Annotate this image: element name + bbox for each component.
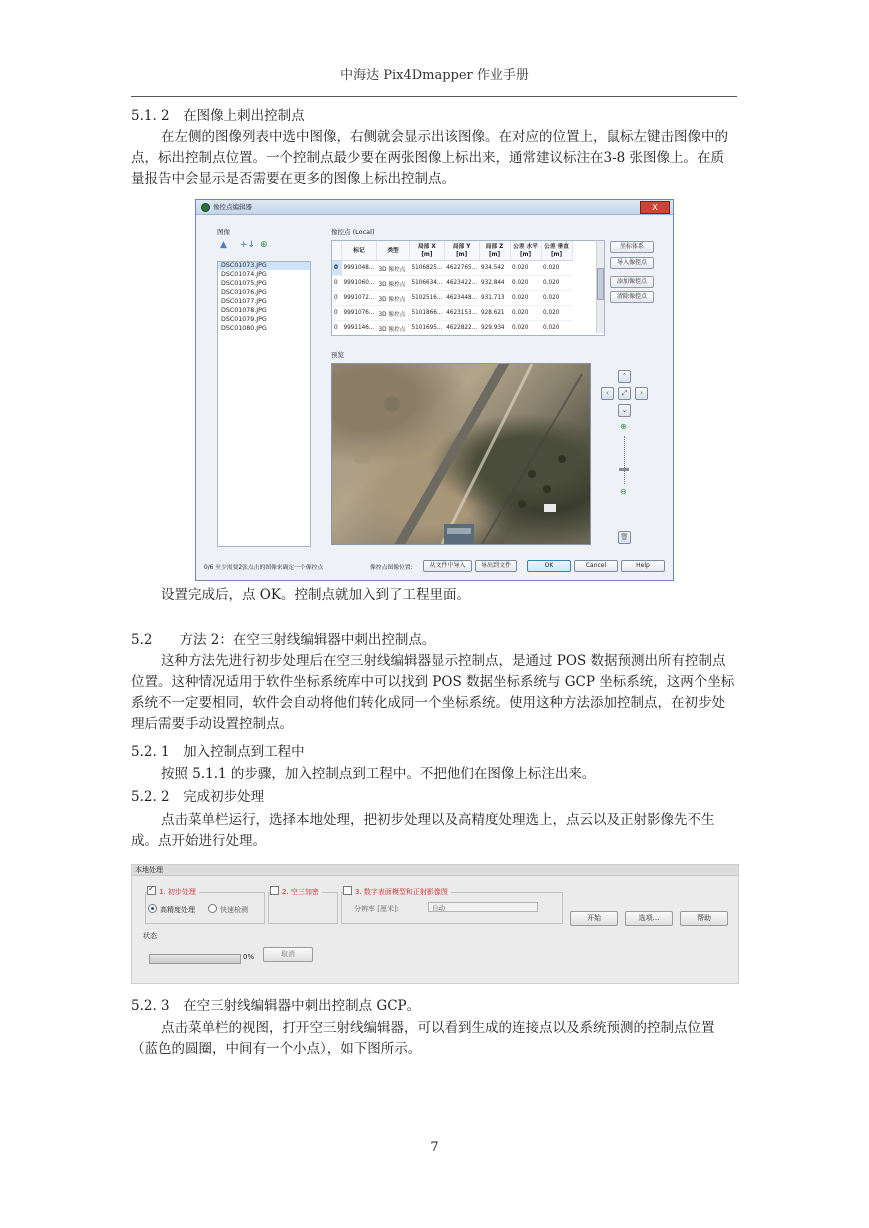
aerial-features: [332, 364, 590, 544]
fast-check-label: 快速检测: [220, 906, 248, 914]
table-cell: 0: [332, 321, 342, 336]
window-title: 像控点编辑器: [213, 203, 252, 211]
start-button[interactable]: 开始: [570, 911, 618, 926]
after-editor-paragraph: 设置完成后，点 OK。控制点就加入到了工程里面。: [161, 587, 470, 603]
table-cell: 4622822...: [444, 321, 479, 336]
fit-view-icon[interactable]: ⤢: [618, 387, 631, 400]
column-header: 公差 垂直[m]: [541, 241, 572, 261]
column-header: 局部 X [m]: [410, 241, 445, 261]
table-cell: 0.020: [541, 306, 572, 321]
table-row[interactable]: [332, 261, 572, 276]
section-heading-5-2-3: 5.2. 3 在空三射线编辑器中刺出控制点 GCP。: [131, 998, 421, 1014]
table-cell: 0.020: [510, 276, 541, 291]
table-cell: 9991060...: [342, 276, 377, 291]
image-list-item[interactable]: DSC01078.JPG: [221, 307, 267, 314]
table-cell: 0.020: [541, 291, 572, 306]
cancel-button[interactable]: Cancel: [574, 560, 618, 572]
image-list-item[interactable]: DSC01080.JPG: [221, 325, 267, 332]
table-row[interactable]: [332, 276, 572, 291]
high-precision-label: 高精度处理: [160, 906, 195, 914]
help-button[interactable]: Help: [621, 560, 665, 572]
table-cell: 5106825...: [410, 261, 445, 276]
gcp-image-position-label: 像控点图像位置:: [370, 565, 413, 571]
table-cell: 0.020: [510, 321, 541, 336]
table-cell: 9991146...: [342, 321, 377, 336]
section-heading-5-1-2: 5.1. 2 在图像上刺出控制点: [131, 108, 305, 124]
table-cell: 3D 像控点: [377, 306, 410, 321]
table-cell: 0.020: [541, 321, 572, 336]
image-list-item[interactable]: DSC01075.JPG: [221, 280, 267, 287]
table-cell: 932.844: [479, 276, 510, 291]
column-header: 类型: [377, 241, 410, 261]
fast-check-radio[interactable]: [208, 904, 248, 915]
zoom-in-icon[interactable]: ⊕: [620, 422, 627, 431]
images-label: 图像: [217, 228, 230, 236]
table-cell: 5106634...: [410, 276, 445, 291]
options-button[interactable]: 选项...: [625, 911, 673, 926]
column-header: [332, 241, 342, 261]
local-processing-panel: [131, 864, 739, 984]
table-cell: 4623422...: [444, 276, 479, 291]
zoom-image-icon[interactable]: ⊕: [260, 240, 268, 250]
gcp-editor-window: [195, 199, 674, 581]
image-list-item[interactable]: DSC01079.JPG: [221, 316, 267, 323]
add-gcp-button[interactable]: 添加像控点: [610, 276, 654, 288]
table-cell: 934.542: [479, 261, 510, 276]
radio-selected-icon: [148, 904, 157, 913]
close-button[interactable]: X: [640, 201, 670, 214]
table-cell: 0.020: [541, 261, 572, 276]
image-list-item[interactable]: DSC01073.JPG: [221, 262, 267, 269]
step3-label: 3. 数字表面模型和正射影像图: [355, 888, 448, 896]
table-cell: 5101695...: [410, 321, 445, 336]
gcp-table: [331, 240, 605, 336]
radio-unselected-icon: [208, 904, 217, 913]
resolution-label: 分辨率 [厘米]:: [354, 905, 400, 913]
pan-left-icon[interactable]: ‹: [601, 387, 614, 400]
step1-checkbox[interactable]: [147, 886, 199, 897]
coordinate-system-button[interactable]: 坐标体系: [610, 241, 654, 253]
pan-up-icon[interactable]: ⌃: [618, 370, 631, 383]
zoom-out-icon[interactable]: ⊖: [620, 487, 627, 496]
checkbox-unchecked-icon: [270, 886, 279, 895]
section-paragraph-5-2: 这种方法先进行初步处理后在空三射线编辑器显示控制点，是通过 POS 数据预测出所有控制点位置。这种情况适用于软件坐标系统库中可以找到 POS 数据坐标系统与 GCP 坐标系统，这两个坐标系统不一定要相同，软件会自动将他们转化成同一个坐标系统。使用这种方法添加控制点，在初步处理后需要手动设置控制点。: [131, 653, 735, 732]
pan-down-icon[interactable]: ⌄: [618, 404, 631, 417]
scrollbar-thumb[interactable]: [597, 268, 604, 300]
zoom-slider-handle[interactable]: [619, 468, 629, 471]
import-from-file-button[interactable]: 从文件中导入: [423, 560, 472, 572]
image-list-item[interactable]: DSC01074.JPG: [221, 271, 267, 278]
table-cell: 3D 像控点: [377, 276, 410, 291]
clear-gcp-button[interactable]: 清除像控点: [610, 291, 654, 303]
panel-title: 本地处理: [132, 865, 738, 876]
checkbox-unchecked-icon: [343, 886, 352, 895]
import-gcp-button[interactable]: 导入像控点: [610, 257, 654, 269]
step1-label: 1. 初步处理: [159, 888, 196, 896]
step2-checkbox[interactable]: [270, 886, 322, 897]
add-image-alt-icon[interactable]: +↓: [240, 240, 256, 250]
table-header-row: [332, 241, 572, 261]
pan-right-icon[interactable]: ›: [635, 387, 648, 400]
table-cell: 9991048...: [342, 261, 377, 276]
column-header: 局部 Z [m]: [479, 241, 510, 261]
table-cell: 5102516...: [410, 291, 445, 306]
preview-label: 预览: [331, 351, 344, 359]
table-cell: 0.020: [510, 306, 541, 321]
section-heading-5-2-2: 5.2. 2 完成初步处理: [131, 789, 265, 805]
progress-percent: 0%: [243, 953, 255, 961]
gcp-table-label: 像控点 (Local): [331, 228, 375, 236]
export-to-file-button[interactable]: 导出到文件: [475, 560, 517, 572]
table-cell: 0: [332, 306, 342, 321]
status-label: 状态: [143, 932, 157, 940]
window-titlebar: [196, 200, 673, 215]
page-header: 中海达 Pix4Dmapper 作业手册: [340, 68, 529, 83]
table-row[interactable]: [332, 291, 572, 306]
table-row[interactable]: [332, 306, 572, 321]
page-number: 7: [430, 1140, 439, 1155]
table-cell: 931.713: [479, 291, 510, 306]
section-paragraph-5-2-2: 点击菜单栏运行，选择本地处理，把初步处理以及高精度处理选上，点云以及正射影像先不生成。点开始进行处理。: [131, 812, 715, 849]
table-cell: 928.621: [479, 306, 510, 321]
column-header: 公差 水平[m]: [510, 241, 541, 261]
table-cell: 0.020: [510, 261, 541, 276]
zoom-slider-track[interactable]: [624, 436, 626, 484]
table-cell: 0: [332, 261, 342, 276]
table-cell: 0: [332, 276, 342, 291]
checkbox-checked-icon: [147, 886, 156, 895]
table-cell: 9991072...: [342, 291, 377, 306]
table-cell: 0: [332, 291, 342, 306]
help-button[interactable]: 帮助: [680, 911, 728, 926]
section-heading-5-2-1: 5.2. 1 加入控制点到工程中: [131, 744, 305, 760]
table-cell: 929.934: [479, 321, 510, 336]
step3-checkbox[interactable]: [343, 886, 451, 897]
table-cell: 0.020: [510, 291, 541, 306]
column-header: 标记: [342, 241, 377, 261]
aerial-preview-image[interactable]: [331, 363, 591, 545]
column-header: 局部 Y [m]: [444, 241, 479, 261]
high-precision-radio[interactable]: [148, 904, 195, 915]
table-cell: 0.020: [541, 276, 572, 291]
step2-label: 2. 空三加密: [282, 888, 319, 896]
table-cell: 3D 像控点: [377, 291, 410, 306]
image-list: [217, 261, 311, 547]
table-cell: 5101866...: [410, 306, 445, 321]
add-image-icon[interactable]: ▲: [220, 240, 227, 250]
table-cell: 4623448...: [444, 291, 479, 306]
table-cell: 4622765...: [444, 261, 479, 276]
table-cell: 3D 像控点: [377, 321, 410, 336]
image-list-item[interactable]: DSC01076.JPG: [221, 289, 267, 296]
table-row[interactable]: [332, 321, 572, 336]
header-rule: [131, 96, 737, 97]
resolution-input[interactable]: 自动: [428, 902, 538, 912]
progress-bar: [149, 954, 241, 964]
trash-icon[interactable]: 🗑: [618, 531, 631, 544]
image-list-item[interactable]: DSC01077.JPG: [221, 298, 267, 305]
section-paragraph-5-2-3: 点击菜单栏的视图，打开空三射线编辑器，可以看到生成的连接点以及系统预测的控制点位置（蓝色的圆圈，中间有一个小点），如下图所示。: [131, 1020, 715, 1057]
ok-button[interactable]: OK: [527, 560, 571, 572]
section-paragraph-5-1-2: 在左侧的图像列表中选中图像，右侧就会显示出该图像。在对应的位置上，鼠标左键击图像中的点，标出控制点位置。一个控制点最少要在两张图像上标出来，通常建议标注在3-8 张图像上。在质量报告中会显示是否需要在更多的图像上标出控制点。: [131, 129, 728, 187]
table-cell: 3D 像控点: [377, 261, 410, 276]
status-text: 0/6 至少需要2张点击的图像来确定一个像控点: [204, 565, 324, 571]
section-paragraph-5-2-1: 按照 5.1.1 的步骤，加入控制点到工程中。不把他们在图像上标注出来。: [161, 766, 596, 782]
table-cell: 4623153...: [444, 306, 479, 321]
app-icon: [201, 203, 210, 212]
table-cell: 9991076...: [342, 306, 377, 321]
section-heading-5-2: 5.2 方法 2：在空三射线编辑器中刺出控制点。: [131, 632, 436, 648]
cancel-processing-button[interactable]: 取消: [263, 947, 313, 962]
